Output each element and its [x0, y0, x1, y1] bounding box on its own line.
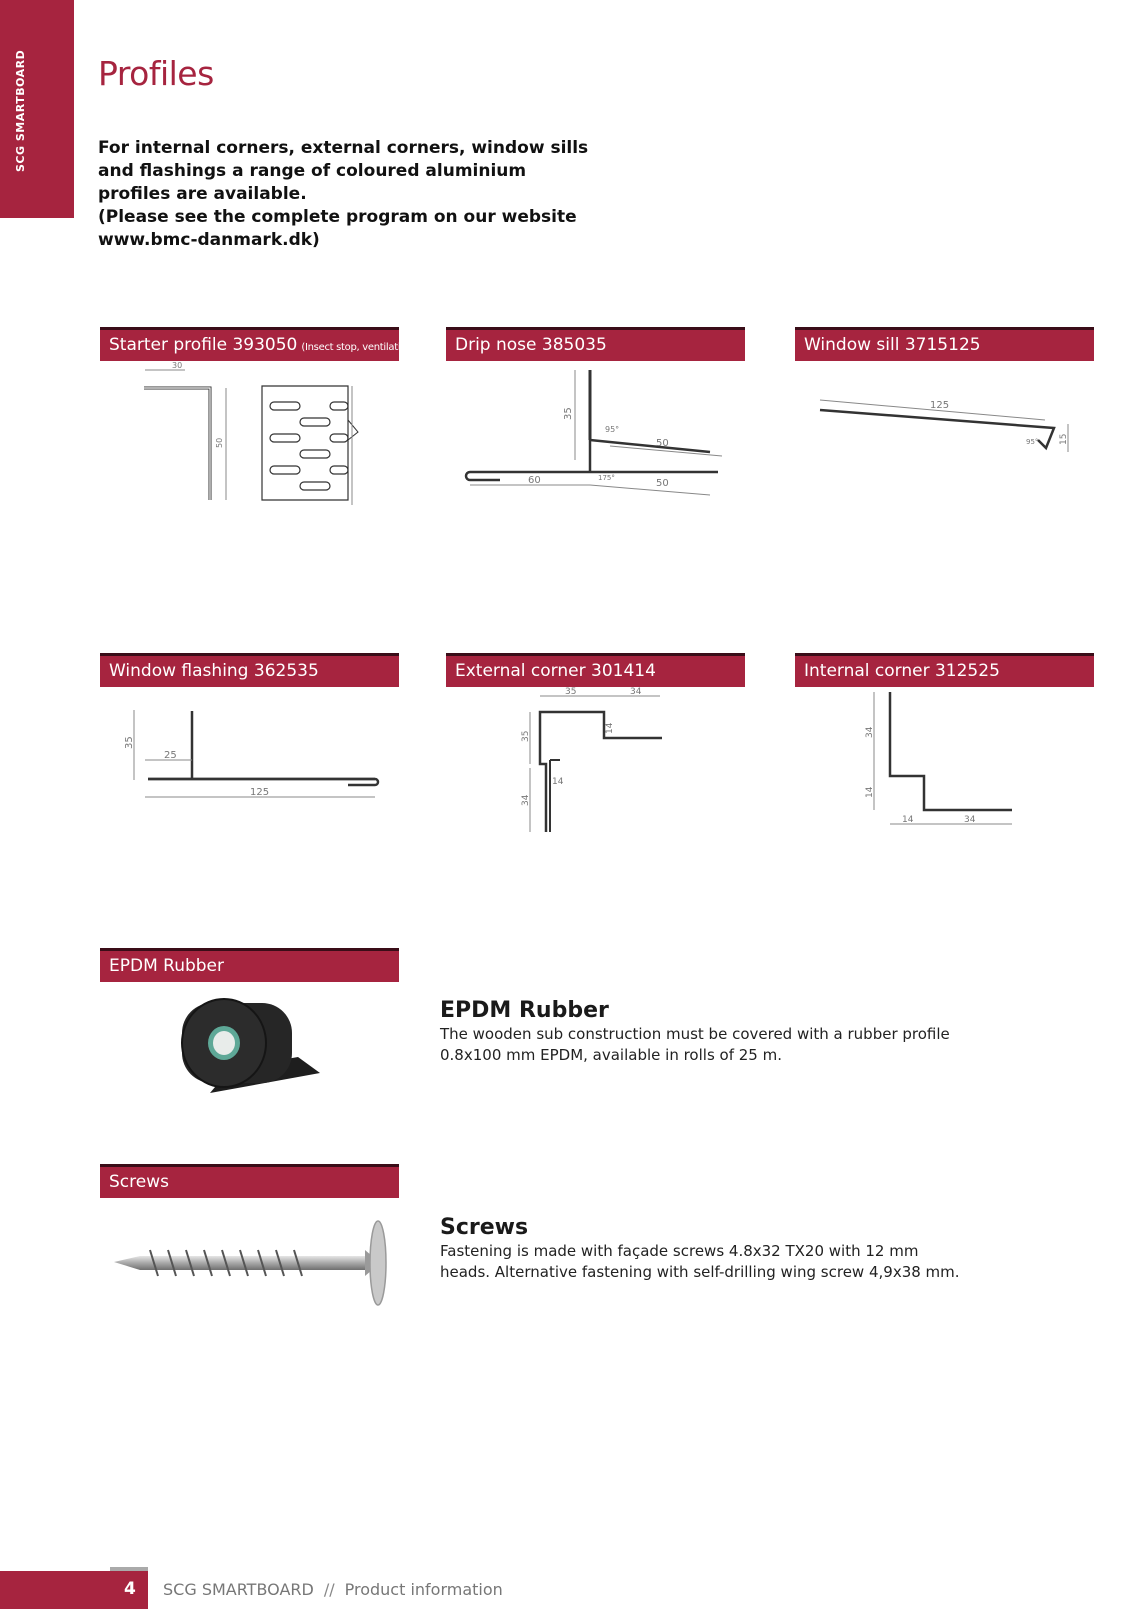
flashing-dim-25: 25 [164, 750, 177, 761]
epdm-header [100, 948, 399, 982]
window-flashing-drawing [120, 705, 390, 805]
footer-separator: // [323, 1580, 335, 1599]
int-dim-14-left: 14 [865, 786, 875, 798]
drip-dim-50-bottom: 50 [656, 478, 669, 489]
window-sill-header [795, 327, 1094, 361]
drip-nose-header [446, 327, 745, 361]
ext-dim-34-left: 34 [521, 794, 531, 806]
page-number: 4 [124, 1579, 136, 1599]
external-corner-header [446, 653, 745, 687]
starter-profile-title: Starter profile 393050 [109, 335, 298, 355]
epdm-text: The wooden sub construction must be covered with a rubber profile 0.8x100 mm EPDM, available in rolls of 25 m. [440, 1025, 950, 1064]
sill-dim-95: 95° [1026, 438, 1039, 446]
internal-corner-drawing [860, 686, 1030, 836]
starter-profile-drawing [130, 360, 380, 510]
footer-section: Product information [344, 1580, 503, 1599]
ext-dim-34-top: 34 [630, 687, 642, 697]
external-corner-title: External corner 301414 [455, 661, 656, 681]
ext-dim-35-top: 35 [565, 687, 577, 697]
starter-dim-50: 50 [215, 437, 224, 448]
drip-dim-50-top: 50 [656, 438, 669, 449]
intro-line-1: For internal corners, external corners, window sills and flashings a range of coloured aluminium profiles are available. [98, 138, 589, 204]
drip-dim-175: 175° [598, 474, 615, 482]
screws-title: Screws [440, 1215, 529, 1240]
window-sill-drawing [810, 390, 1080, 470]
drip-dim-35: 35 [563, 407, 574, 420]
external-corner-drawing [510, 686, 680, 836]
intro-text [98, 137, 598, 252]
starter-profile-header [100, 327, 416, 361]
page-title: Profiles [98, 54, 214, 93]
epdm-title: EPDM Rubber [440, 998, 609, 1023]
footer-brand: SCG SMARTBOARD [163, 1580, 314, 1599]
footer-text [163, 1580, 503, 1599]
drip-dim-60: 60 [528, 475, 541, 486]
internal-corner-header [795, 653, 1094, 687]
ext-dim-14-right: 14 [605, 722, 615, 734]
int-dim-14-bottom: 14 [902, 815, 914, 825]
drip-dim-95: 95° [605, 425, 620, 434]
window-flashing-header [100, 653, 399, 687]
starter-profile-note: (Insect stop, ventilation) [301, 342, 416, 353]
ext-dim-35-left: 35 [521, 730, 531, 742]
ext-dim-14-mid: 14 [552, 777, 564, 787]
screw-image [110, 1220, 400, 1310]
sill-dim-125: 125 [930, 400, 950, 411]
window-flashing-title: Window flashing 362535 [109, 661, 319, 681]
flashing-dim-35: 35 [124, 736, 135, 749]
flashing-dim-125: 125 [250, 787, 270, 798]
screws-header-label: Screws [109, 1172, 169, 1192]
drip-nose-title: Drip nose 385035 [455, 335, 607, 355]
screws-text: Fastening is made with façade screws 4.8x32 TX20 with 12 mm heads. Alternative fastening with self-drilling wing screw 4,9x38 mm. [440, 1242, 960, 1281]
sill-dim-15: 15 [1059, 433, 1069, 445]
starter-dim-30: 30 [172, 361, 183, 370]
screws-header [100, 1164, 399, 1198]
int-dim-34-left: 34 [865, 726, 875, 738]
internal-corner-title: Internal corner 312525 [804, 661, 1000, 681]
drip-nose-drawing [460, 360, 740, 510]
side-tab [0, 0, 74, 218]
int-dim-34-bottom: 34 [964, 815, 976, 825]
epdm-header-label: EPDM Rubber [109, 956, 225, 976]
intro-line-2: (Please see the complete program on our website www.bmc-danmark.dk) [98, 207, 577, 250]
window-sill-title: Window sill 3715125 [804, 335, 981, 355]
side-tab-label: SCG SMARTBOARD [14, 49, 27, 172]
epdm-roll-image [170, 985, 330, 1120]
